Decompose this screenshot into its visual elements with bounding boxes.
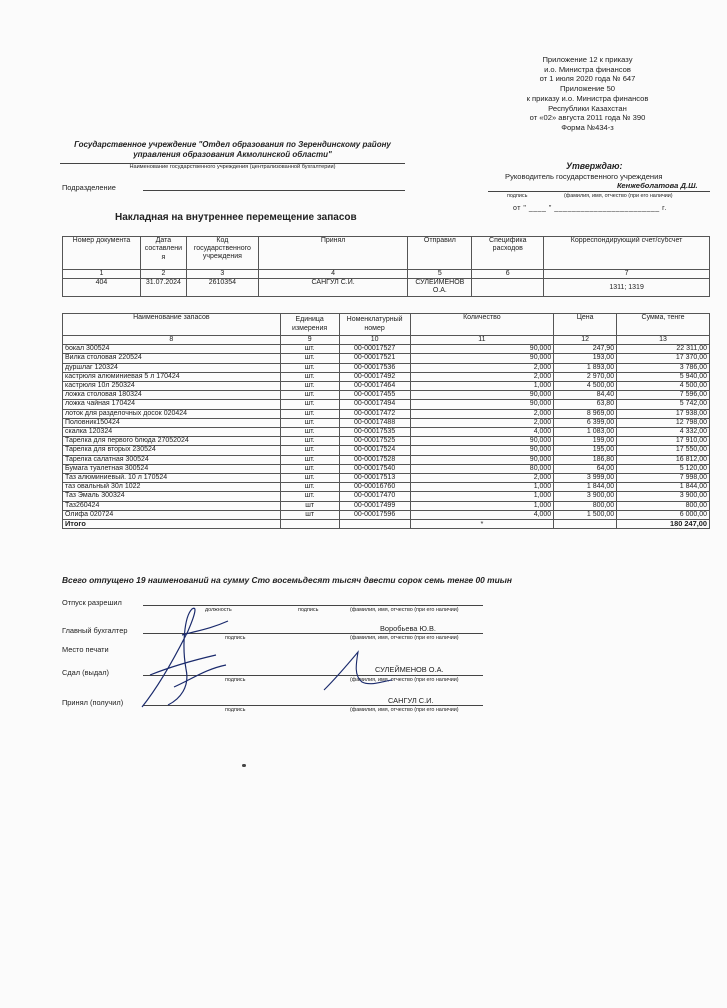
doc-num-6: 6	[472, 270, 544, 279]
item-unit: шт.	[280, 391, 339, 400]
item-sum: 4 500,00	[617, 382, 710, 391]
col-doc-number: Номер документа	[63, 237, 141, 270]
col-corr-account: Корреспондирующий счет/субсчет	[544, 237, 710, 270]
order-line-1: Приложение 12 к приказу	[542, 55, 633, 64]
item-code: 00-00017528	[339, 455, 410, 464]
doc-table-values	[63, 279, 710, 297]
total-empty-code	[339, 520, 410, 529]
col-received-by: Принял	[258, 237, 408, 270]
item-unit: шт.	[280, 428, 339, 437]
total-sum: 180 247,00	[617, 520, 710, 529]
item-price: 4 500,00	[554, 382, 617, 391]
item-num-9: 9	[280, 336, 339, 345]
item-unit: шт	[280, 510, 339, 519]
doc-num-3: 3	[186, 270, 258, 279]
form-number: Форма №434-з	[561, 122, 614, 132]
item-name: Олифа 020724	[63, 510, 281, 519]
item-name: кастрюля алюминиевая 5 л 170424	[63, 372, 281, 381]
item-quantity: 90,000	[410, 400, 554, 409]
item-sum: 800,00	[617, 501, 710, 510]
item-unit: шт.	[280, 382, 339, 391]
approval-sign-caption: подпись	[507, 193, 528, 199]
item-unit: шт.	[280, 418, 339, 427]
accountant-name: Воробьева Ю.В.	[380, 624, 436, 633]
accountant-sign-caption: подпись	[225, 635, 246, 641]
signature-scribble-right	[318, 648, 398, 696]
signature-scribble-left	[130, 595, 240, 720]
items-table	[62, 313, 710, 529]
item-quantity: 2,000	[410, 418, 554, 427]
order-line-2: и.о. Министра финансов	[544, 64, 631, 74]
item-code: 00-00016760	[339, 483, 410, 492]
item-unit: шт.	[280, 354, 339, 363]
org-code-value: 2610354	[186, 279, 258, 297]
table-row	[63, 428, 710, 437]
items-header	[63, 314, 710, 336]
handed-fio-caption: (фамилия, имя, отчество (при его наличии)	[350, 677, 459, 683]
item-name: Бумага туалетная 300524	[63, 464, 281, 473]
items-total-row	[63, 520, 710, 529]
item-unit: шт.	[280, 492, 339, 501]
item-price: 247,90	[554, 345, 617, 354]
item-quantity: 2,000	[410, 409, 554, 418]
table-row	[63, 446, 710, 455]
item-unit: шт.	[280, 483, 339, 492]
item-name: бокал 300524	[63, 345, 281, 354]
received-sign-caption: подпись	[225, 707, 246, 713]
handed-label: Сдал (выдал)	[62, 668, 110, 677]
item-sum: 5 940,00	[617, 372, 710, 381]
item-code: 00-00017464	[339, 382, 410, 391]
doc-date-value: 31.07.2024	[140, 279, 186, 297]
doc-num-7: 7	[544, 270, 710, 279]
approval-title: Утверждаю:	[566, 161, 623, 171]
table-row	[63, 418, 710, 427]
item-price: 800,00	[554, 501, 617, 510]
received-fio-caption: (фамилия, имя, отчество (при его наличии)	[350, 707, 459, 713]
item-sum: 12 798,00	[617, 418, 710, 427]
total-mark: *	[410, 520, 554, 529]
col-expense-spec: Специфика расходов	[472, 237, 544, 270]
item-sum: 3 900,00	[617, 492, 710, 501]
col-sum: Сумма, тенге	[617, 314, 710, 336]
item-name: Таз Эмаль 300324	[63, 492, 281, 501]
subdivision-label: Подразделение	[62, 183, 116, 192]
item-price: 8 969,00	[554, 409, 617, 418]
item-quantity: 90,000	[410, 437, 554, 446]
total-label: Итого	[63, 520, 281, 529]
item-code: 00-00017470	[339, 492, 410, 501]
item-sum: 16 812,00	[617, 455, 710, 464]
item-price: 186,80	[554, 455, 617, 464]
table-row	[63, 483, 710, 492]
item-code: 00-00017596	[339, 510, 410, 519]
item-code: 00-00017499	[339, 501, 410, 510]
table-row	[63, 400, 710, 409]
item-unit: шт.	[280, 464, 339, 473]
table-row	[63, 345, 710, 354]
accountant-label: Главный бухгалтер	[62, 626, 128, 635]
table-row	[63, 409, 710, 418]
item-quantity: 1,000	[410, 382, 554, 391]
item-unit: шт.	[280, 363, 339, 372]
item-sum: 4 332,00	[617, 428, 710, 437]
expense-spec-value	[472, 279, 544, 297]
order-line-3: от 1 июля 2020 года № 647	[539, 74, 636, 84]
table-row	[63, 492, 710, 501]
item-code: 00-00017525	[339, 437, 410, 446]
release-sign-caption: подпись	[298, 607, 319, 613]
item-sum: 1 844,00	[617, 483, 710, 492]
order-reference-block	[470, 55, 705, 133]
handed-name: СУЛЕЙМЕНОВ О.А.	[375, 665, 444, 674]
item-quantity: 4,000	[410, 510, 554, 519]
item-price: 195,00	[554, 446, 617, 455]
item-price: 199,00	[554, 437, 617, 446]
table-row	[63, 354, 710, 363]
item-name: Вилка столовая 220524	[63, 354, 281, 363]
item-name: ложка столовая 180324	[63, 391, 281, 400]
organization-caption: Наименование государственного учреждения (централизованной бухгалтерии)	[129, 164, 336, 170]
organization-name	[60, 140, 405, 160]
item-sum: 17 550,00	[617, 446, 710, 455]
item-unit: шт.	[280, 446, 339, 455]
item-name: Тарелка для первого блюда 27052024	[63, 437, 281, 446]
item-name: Половник150424	[63, 418, 281, 427]
item-quantity: 90,000	[410, 354, 554, 363]
item-code: 00-00017513	[339, 474, 410, 483]
item-unit: шт.	[280, 455, 339, 464]
item-sum: 17 910,00	[617, 437, 710, 446]
item-code: 00-00017472	[339, 409, 410, 418]
doc-num-1: 1	[63, 270, 141, 279]
corr-account-value: 1311; 1319	[544, 279, 710, 297]
item-price: 84,40	[554, 391, 617, 400]
item-unit: шт.	[280, 345, 339, 354]
item-price: 3 900,00	[554, 492, 617, 501]
release-fio-caption: (фамилия, имя, отчество (при его наличии)	[350, 607, 459, 613]
col-doc-date: Дата составлени я	[140, 237, 186, 270]
received-by-value: САНГУЛ С.И.	[258, 279, 408, 297]
approval-head-title: Руководитель государственного учреждения	[505, 172, 663, 181]
item-quantity: 2,000	[410, 363, 554, 372]
col-nomenclature: Номенклатурный номер	[339, 314, 410, 336]
organization-name-line1: Государственное учреждение "Отдел образования по Зерендинскому району	[74, 140, 391, 149]
table-row	[63, 372, 710, 381]
table-row	[63, 501, 710, 510]
item-code: 00-00017492	[339, 372, 410, 381]
total-empty-unit	[280, 520, 339, 529]
item-name: Тарелка для вторых 230524	[63, 446, 281, 455]
item-code: 00-00017494	[339, 400, 410, 409]
item-num-11: 11	[410, 336, 554, 345]
item-code: 00-00017455	[339, 391, 410, 400]
item-sum: 17 938,00	[617, 409, 710, 418]
item-name: кастрюля 10л 250324	[63, 382, 281, 391]
col-org-code: Код государственного учреждения	[186, 237, 258, 270]
item-code: 00-00017521	[339, 354, 410, 363]
item-unit: шт	[280, 501, 339, 510]
item-price: 6 399,00	[554, 418, 617, 427]
item-price: 1 500,00	[554, 510, 617, 519]
col-unit: Единица измерения	[280, 314, 339, 336]
item-sum: 5 742,00	[617, 400, 710, 409]
item-code: 00-00017488	[339, 418, 410, 427]
table-row	[63, 437, 710, 446]
order-line-4: Приложение 50	[559, 84, 616, 94]
item-name: Тарелка салатная 300524	[63, 455, 281, 464]
item-code: 00-00017540	[339, 464, 410, 473]
item-unit: шт.	[280, 437, 339, 446]
sent-by-value: СУЛЕЙМЕНОВ О.А.	[408, 279, 472, 297]
item-sum: 22 311,00	[617, 345, 710, 354]
item-quantity: 90,000	[410, 391, 554, 400]
order-line-7: от «02» августа 2011 года № 390	[529, 113, 646, 123]
release-position-caption: должность	[205, 607, 232, 613]
item-price: 193,00	[554, 354, 617, 363]
item-quantity: 90,000	[410, 455, 554, 464]
item-code: 00-00017535	[339, 428, 410, 437]
approval-sign-line	[488, 191, 710, 192]
item-quantity: 1,000	[410, 483, 554, 492]
handed-sign-caption: подпись	[225, 677, 246, 683]
item-num-12: 12	[554, 336, 617, 345]
item-price: 3 999,00	[554, 474, 617, 483]
item-name: ложка чайная 170424	[63, 400, 281, 409]
item-name: Таз алюминиевый. 10 л 170524	[63, 474, 281, 483]
scan-dot	[242, 764, 246, 767]
item-quantity: 2,000	[410, 474, 554, 483]
doc-num-5: 5	[408, 270, 472, 279]
item-price: 64,00	[554, 464, 617, 473]
table-row	[63, 474, 710, 483]
item-sum: 17 370,00	[617, 354, 710, 363]
item-code: 00-00017527	[339, 345, 410, 354]
col-item-name: Наименование запасов	[63, 314, 281, 336]
doc-table-header	[63, 237, 710, 270]
approval-head-name: Кенжеболатова Д.Ш.	[617, 181, 698, 190]
item-price: 63,80	[554, 400, 617, 409]
item-name: скалка 120324	[63, 428, 281, 437]
item-unit: шт.	[280, 474, 339, 483]
table-row	[63, 363, 710, 372]
col-price: Цена	[554, 314, 617, 336]
table-row	[63, 391, 710, 400]
col-quantity: Количество	[410, 314, 554, 336]
summary-text: Всего отпущено 19 наименований на сумму Сто восемьдесят тысяч двести сорок семь тенге 00 тиын	[62, 575, 512, 585]
item-sum: 7 998,00	[617, 474, 710, 483]
doc-number-value: 404	[63, 279, 141, 297]
order-line-5: к приказу и.о. Министра финансов	[526, 93, 649, 103]
item-quantity: 90,000	[410, 345, 554, 354]
item-name: дуршлаг 120324	[63, 363, 281, 372]
release-label: Отпуск разрешил	[62, 598, 122, 607]
item-name: Таз260424	[63, 501, 281, 510]
table-row	[63, 382, 710, 391]
item-num-13: 13	[617, 336, 710, 345]
item-quantity: 2,000	[410, 372, 554, 381]
approval-date-line: от " ____ " ________________________ г.	[513, 205, 667, 212]
item-quantity: 1,000	[410, 501, 554, 510]
col-sent-by: Отправил	[408, 237, 472, 270]
item-price: 2 970,00	[554, 372, 617, 381]
organization-name-line2: управления образования Акмолинской области"	[133, 150, 332, 159]
accountant-fio-caption: (фамилия, имя, отчество (при его наличии)	[350, 635, 459, 641]
order-line-6: Республики Казахстан	[548, 103, 627, 113]
document-title: Накладная на внутреннее перемещение запасов	[115, 212, 357, 223]
item-num-8: 8	[63, 336, 281, 345]
total-empty-price	[554, 520, 617, 529]
doc-table-numbers	[63, 270, 710, 279]
item-price: 1 893,00	[554, 363, 617, 372]
item-quantity: 1,000	[410, 492, 554, 501]
item-quantity: 90,000	[410, 446, 554, 455]
item-unit: шт.	[280, 400, 339, 409]
item-name: таз овальный 30л 1022	[63, 483, 281, 492]
approval-fio-caption: (фамилия, имя, отчество (при его наличии)	[564, 193, 673, 199]
item-quantity: 80,000	[410, 464, 554, 473]
table-row	[63, 464, 710, 473]
subdivision-line	[143, 190, 405, 191]
item-num-10: 10	[339, 336, 410, 345]
table-row	[63, 455, 710, 464]
doc-num-2: 2	[140, 270, 186, 279]
doc-num-4: 4	[258, 270, 408, 279]
item-sum: 7 596,00	[617, 391, 710, 400]
item-price: 1 083,00	[554, 428, 617, 437]
seal-place-label: Место печати	[62, 645, 109, 654]
received-name: САНГУЛ С.И.	[388, 696, 434, 705]
received-label: Принял (получил)	[62, 698, 124, 707]
items-column-numbers	[63, 336, 710, 345]
document-info-table	[62, 236, 710, 297]
item-price: 1 844,00	[554, 483, 617, 492]
item-unit: шт.	[280, 409, 339, 418]
table-row	[63, 510, 710, 519]
item-unit: шт.	[280, 372, 339, 381]
item-sum: 5 120,00	[617, 464, 710, 473]
item-sum: 6 000,00	[617, 510, 710, 519]
item-name: лоток для разделочных досок 020424	[63, 409, 281, 418]
item-code: 00-00017536	[339, 363, 410, 372]
item-quantity: 4,000	[410, 428, 554, 437]
item-sum: 3 786,00	[617, 363, 710, 372]
item-code: 00-00017524	[339, 446, 410, 455]
